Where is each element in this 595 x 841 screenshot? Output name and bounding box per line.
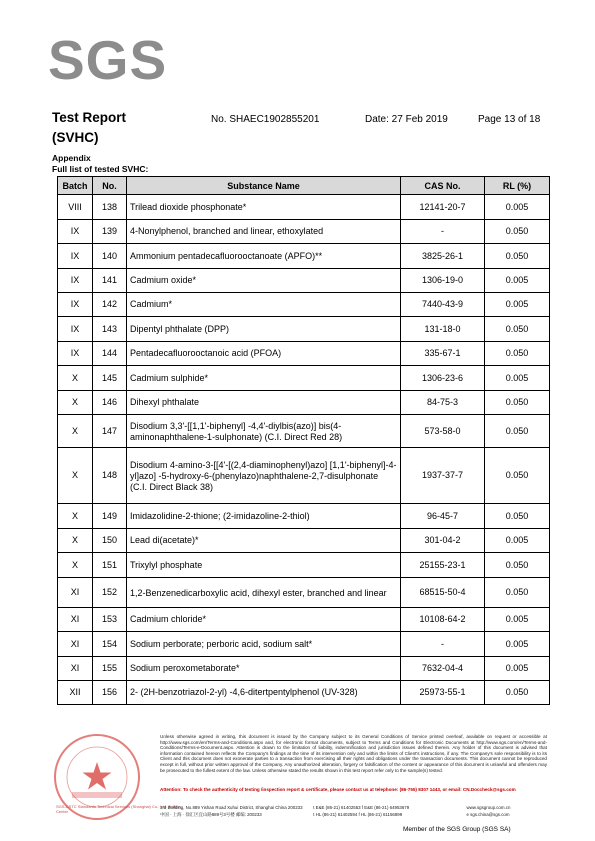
cell-cas: 1306-19-0: [401, 269, 485, 293]
cell-cas: 84-75-3: [401, 391, 485, 415]
cell-substance: Dihexyl phthalate: [127, 391, 401, 415]
cell-rl: 0.050: [485, 391, 550, 415]
cell-substance: Trilead dioxide phosphonate*: [127, 195, 401, 220]
table-row: [58, 448, 550, 504]
cell-no: 156: [93, 681, 127, 705]
cell-cas: 12141-20-7: [401, 195, 485, 220]
cell-cas: 1937-37-7: [401, 448, 485, 504]
disclaimer-text: Unless otherwise agreed in writing, this document is issued by the Company subject to its General Conditions of Service printed overleaf, available on request or accessible at http://www.sgs.com/en/Terms-and-Conditions.aspx and, for electronic format documents, subject to Terms and Conditions for Electronic Documents at http://www.sgs.com/en/Terms-and-Conditions/Terms-e-Document.aspx. Attention is drawn to the limitation of liability, indemnification and jurisdiction issues defined therein. Any holder of this document is advised that information contained hereon reflects the Company's findings at the time of its intervention only and within the limits of Client's instructions, if any. The Company's sole responsibility is to its Client and this document does not exonerate parties to a transaction from exercising all their rights and obligations under the transaction documents. This document cannot be reproduced except in full, without prior written approval of the Company. Any unauthorized alteration, forgery or falsification of the content or appearance of this document is unlawful and offenders may be prosecuted to the fullest extent of the law. Unless otherwise stated the results shown in this test report refer only to the sample(s) tested.: [160, 734, 547, 773]
cell-substance: Pentadecafluorooctanoic acid (PFOA): [127, 342, 401, 366]
list-title: Full list of tested SVHC:: [52, 164, 149, 174]
cell-substance: 1,2-Benzenedicarboxylic acid, dihexyl ester, branched and linear: [127, 578, 401, 608]
col-header-cas: CAS No.: [401, 177, 485, 195]
col-header-rl: RL (%): [485, 177, 550, 195]
table-row: [58, 342, 550, 366]
cell-no: 140: [93, 244, 127, 269]
table-row: [58, 244, 550, 269]
cell-rl: 0.005: [485, 529, 550, 553]
cell-rl: 0.050: [485, 578, 550, 608]
cell-rl: 0.050: [485, 317, 550, 342]
cell-substance: Trixylyl phosphate: [127, 553, 401, 578]
table-row: [58, 269, 550, 293]
report-subtitle: (SVHC): [52, 130, 99, 145]
cell-batch: X: [58, 415, 93, 448]
cell-substance: Cadmium*: [127, 293, 401, 317]
cell-no: 139: [93, 220, 127, 244]
cell-rl: 0.050: [485, 504, 550, 529]
cell-rl: 0.005: [485, 269, 550, 293]
svhc-table: [57, 176, 550, 705]
cell-cas: -: [401, 632, 485, 657]
cell-batch: XI: [58, 578, 93, 608]
cell-no: 154: [93, 632, 127, 657]
phone-en: t E&E (86-21) 61402553 f E&E (86-21) 64953679: [313, 805, 410, 810]
col-header-batch: Batch: [58, 177, 93, 195]
cell-rl: 0.005: [485, 657, 550, 681]
cell-batch: IX: [58, 220, 93, 244]
seal-caption: SGS-CSTC Standards Technical Services (Shanghai) Co., Ltd. Testing Center: [56, 804, 181, 814]
cell-substance: Sodium perborate; perboric acid, sodium salt*: [127, 632, 401, 657]
cell-substance: Cadmium sulphide*: [127, 366, 401, 391]
page-footer: [0, 726, 595, 841]
cell-no: 147: [93, 415, 127, 448]
table-row: [58, 632, 550, 657]
cell-batch: XI: [58, 657, 93, 681]
website-link[interactable]: www.sgsgroup.com.cn: [466, 805, 511, 810]
table-row: [58, 415, 550, 448]
contact-block: [160, 805, 552, 819]
cell-substance: Cadmium oxide*: [127, 269, 401, 293]
cell-substance: 4-Nonylphenol, branched and linear, ethoxylated: [127, 220, 401, 244]
cell-rl: 0.005: [485, 293, 550, 317]
cell-batch: IX: [58, 342, 93, 366]
cell-cas: 10108-64-2: [401, 608, 485, 632]
sgs-logo-text: SGS: [48, 29, 168, 91]
cell-batch: X: [58, 366, 93, 391]
table-row: [58, 681, 550, 705]
table-row: [58, 657, 550, 681]
sgs-logo: [48, 29, 168, 91]
cell-cas: 25155-23-1: [401, 553, 485, 578]
cell-substance: Dipentyl phthalate (DPP): [127, 317, 401, 342]
cell-rl: 0.050: [485, 681, 550, 705]
member-line: Member of the SGS Group (SGS SA): [403, 826, 511, 833]
cell-batch: IX: [58, 244, 93, 269]
cell-cas: 301-04-2: [401, 529, 485, 553]
report-title: Test Report: [52, 110, 127, 125]
table-row: [58, 317, 550, 342]
cell-batch: IX: [58, 317, 93, 342]
cell-cas: 573-58-0: [401, 415, 485, 448]
cell-no: 146: [93, 391, 127, 415]
cell-rl: 0.050: [485, 415, 550, 448]
table-row: [58, 220, 550, 244]
cell-rl: 0.005: [485, 632, 550, 657]
cell-batch: X: [58, 448, 93, 504]
cell-rl: 0.005: [485, 608, 550, 632]
cell-rl: 0.005: [485, 195, 550, 220]
cell-substance: 2- (2H-benzotriazol-2-yl) -4,6-ditertpentylphenol (UV-328): [127, 681, 401, 705]
cell-batch: XI: [58, 632, 93, 657]
cell-substance: Lead di(acetate)*: [127, 529, 401, 553]
table-row: [58, 293, 550, 317]
cell-no: 145: [93, 366, 127, 391]
cell-no: 155: [93, 657, 127, 681]
cell-no: 153: [93, 608, 127, 632]
table-row: [58, 529, 550, 553]
authenticity-notice: Attention: To check the authenticity of testing /inspection report & certificate, please contact us at telephone: (86-755) 8307 1443, or email: CN.Doccheck@sgs.com: [160, 787, 516, 792]
cell-batch: XI: [58, 608, 93, 632]
cell-no: 138: [93, 195, 127, 220]
cell-cas: -: [401, 220, 485, 244]
table-row: [58, 608, 550, 632]
cell-batch: IX: [58, 293, 93, 317]
cell-rl: 0.005: [485, 366, 550, 391]
cell-batch: X: [58, 553, 93, 578]
cell-no: 144: [93, 342, 127, 366]
cell-no: 148: [93, 448, 127, 504]
cell-no: 151: [93, 553, 127, 578]
cell-no: 152: [93, 578, 127, 608]
cell-substance: Disodium 4-amino-3-[[4'-[(2,4-diaminophenyl)azo] [1,1'-biphenyl]-4-yl]azo] -5-hydroxy-6-(phenylazo)naphthalene-2,7-disulphonate (C.I. Direct Black 38): [127, 448, 401, 504]
address-cn: 中国 · 上海 · 徐汇区宜山路889号3号楼 邮编: 200233: [160, 812, 262, 817]
cell-substance: Cadmium chloride*: [127, 608, 401, 632]
table-row: [58, 366, 550, 391]
page-number: Page 13 of 18: [478, 114, 541, 125]
table-row: [58, 553, 550, 578]
col-header-no: No.: [93, 177, 127, 195]
cell-cas: 7632-04-4: [401, 657, 485, 681]
table-row: [58, 578, 550, 608]
col-header-substance: Substance Name: [127, 177, 401, 195]
cell-rl: 0.050: [485, 553, 550, 578]
cell-rl: 0.050: [485, 448, 550, 504]
cell-no: 141: [93, 269, 127, 293]
cell-cas: 3825-26-1: [401, 244, 485, 269]
cell-rl: 0.050: [485, 244, 550, 269]
cell-substance: Sodium peroxometaborate*: [127, 657, 401, 681]
table-row: [58, 504, 550, 529]
cell-cas: 1306-23-6: [401, 366, 485, 391]
cell-no: 149: [93, 504, 127, 529]
cell-cas: 335-67-1: [401, 342, 485, 366]
cell-batch: IX: [58, 269, 93, 293]
cell-cas: 7440-43-9: [401, 293, 485, 317]
phone-cn: t HL (86-21) 61402594 f HL (86-21) 61156899: [313, 812, 403, 817]
cell-batch: VIII: [58, 195, 93, 220]
cell-substance: Ammonium pentadecafluorooctanoate (APFO)**: [127, 244, 401, 269]
cell-rl: 0.050: [485, 220, 550, 244]
cell-batch: XII: [58, 681, 93, 705]
table-row: [58, 195, 550, 220]
table-row: [58, 391, 550, 415]
cell-cas: 96-45-7: [401, 504, 485, 529]
cell-rl: 0.050: [485, 342, 550, 366]
cell-batch: X: [58, 504, 93, 529]
appendix-label: Appendix: [52, 153, 91, 163]
email-link[interactable]: e sgs.china@sgs.com: [466, 812, 510, 817]
cell-cas: 68515-50-4: [401, 578, 485, 608]
cell-no: 143: [93, 317, 127, 342]
report-date: Date: 27 Feb 2019: [365, 114, 448, 125]
table-header-row: [58, 177, 550, 195]
cell-no: 150: [93, 529, 127, 553]
cell-cas: 131-18-0: [401, 317, 485, 342]
cell-batch: X: [58, 391, 93, 415]
address-en: 3rd Building, No.889 Yishan Road Xuhui District, Shanghai China 200233: [160, 805, 303, 810]
cell-batch: X: [58, 529, 93, 553]
cell-cas: 25973-55-1: [401, 681, 485, 705]
cell-no: 142: [93, 293, 127, 317]
report-number: No. SHAEC1902855201: [211, 114, 320, 125]
cell-substance: Imidazolidine-2-thione; (2-imidazoline-2-thiol): [127, 504, 401, 529]
cell-substance: Disodium 3,3'-[[1,1'-biphenyl] -4,4'-diylbis(azo)] bis(4-aminonaphthalene-1-sulphonate) (C.I. Direct Red 28): [127, 415, 401, 448]
